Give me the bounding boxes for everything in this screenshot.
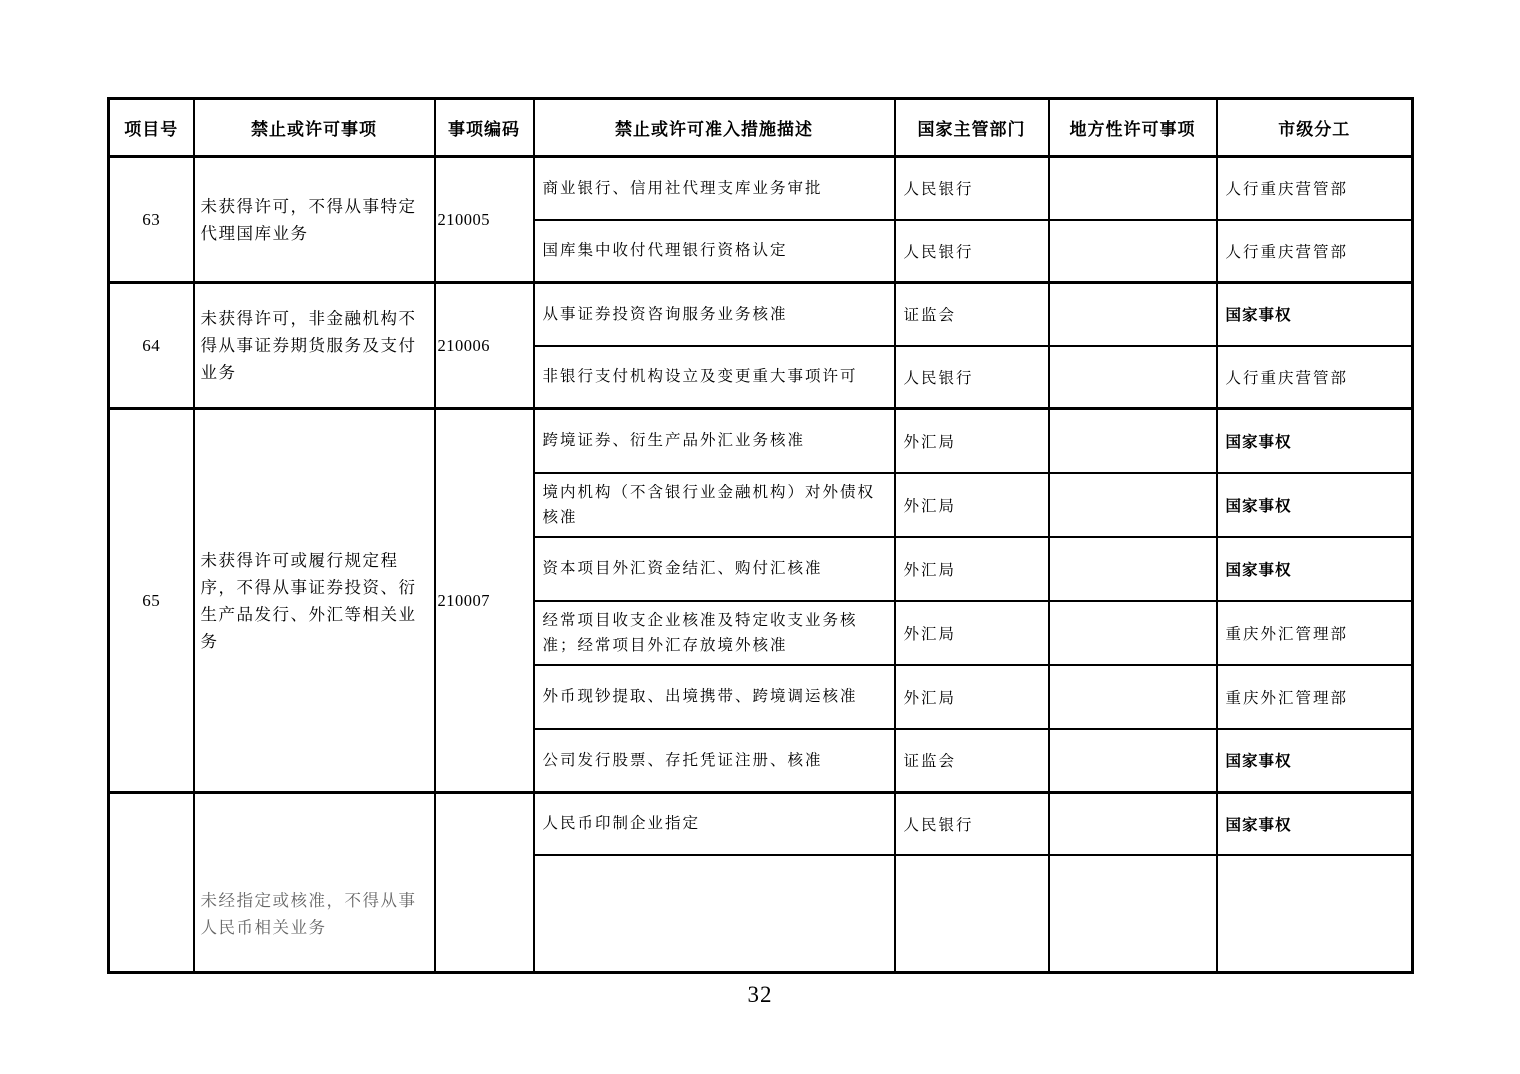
measure-description: 从事证券投资咨询服务业务核准 [534, 283, 895, 346]
city-division: 国家事权 [1217, 793, 1413, 855]
city-division: 国家事权 [1217, 473, 1413, 537]
empty-clipped-cell [895, 855, 1049, 973]
table-clip-region [107, 97, 1411, 937]
clipped-text: 未经指定或核准，不得从事人民币相关业务 [200, 890, 417, 937]
national-authority: 外汇局 [895, 665, 1049, 729]
item-number: 64 [109, 283, 194, 409]
national-authority: 人民银行 [895, 220, 1049, 283]
measure-description: 经常项目收支企业核准及特定收支业务核准；经常项目外汇存放境外核准 [534, 601, 895, 665]
national-authority: 外汇局 [895, 601, 1049, 665]
city-division: 重庆外汇管理部 [1217, 601, 1413, 665]
city-division: 人行重庆营管部 [1217, 220, 1413, 283]
measure-description: 外币现钞提取、出境携带、跨境调运核准 [534, 665, 895, 729]
national-authority: 人民银行 [895, 157, 1049, 220]
column-header: 项目号 [109, 99, 194, 157]
table-header [109, 99, 1413, 157]
local-license-item [1049, 537, 1217, 601]
city-division: 国家事权 [1217, 729, 1413, 793]
national-authority: 外汇局 [895, 537, 1049, 601]
local-license-item [1049, 473, 1217, 537]
item-code: 210005 [435, 157, 534, 283]
item-number: 65 [109, 409, 194, 793]
table-row [109, 409, 1413, 473]
item-matter: 未获得许可，不得从事特定代理国库业务 [194, 157, 435, 283]
measure-description: 公司发行股票、存托凭证注册、核准 [534, 729, 895, 793]
negative-list-table [107, 97, 1414, 974]
local-license-item [1049, 283, 1217, 346]
header-row [109, 99, 1413, 157]
national-authority: 人民银行 [895, 346, 1049, 409]
item-code: 210007 [435, 409, 534, 793]
city-division: 国家事权 [1217, 537, 1413, 601]
item-code: 210006 [435, 283, 534, 409]
empty-clipped-cell [1049, 855, 1217, 973]
column-header: 市级分工 [1217, 99, 1413, 157]
empty-clipped-cell [1217, 855, 1413, 973]
table-row [109, 283, 1413, 346]
item-code [435, 793, 534, 973]
item-number: 63 [109, 157, 194, 283]
national-authority: 外汇局 [895, 409, 1049, 473]
measure-description: 境内机构（不含银行业金融机构）对外债权核准 [534, 473, 895, 537]
item-matter: 未获得许可，非金融机构不得从事证券期货服务及支付业务 [194, 283, 435, 409]
measure-description: 跨境证券、衍生产品外汇业务核准 [534, 409, 895, 473]
local-license-item [1049, 793, 1217, 855]
local-license-item [1049, 220, 1217, 283]
page-number: 32 [747, 982, 773, 1007]
national-authority: 人民银行 [895, 793, 1049, 855]
item-matter-clipped [194, 793, 435, 973]
measure-description: 人民币印制企业指定 [534, 793, 895, 855]
table-row [109, 157, 1413, 220]
column-header: 禁止或许可准入措施描述 [534, 99, 895, 157]
local-license-item [1049, 409, 1217, 473]
column-header: 事项编码 [435, 99, 534, 157]
national-authority: 证监会 [895, 283, 1049, 346]
city-division: 重庆外汇管理部 [1217, 665, 1413, 729]
measure-description: 商业银行、信用社代理支库业务审批 [534, 157, 895, 220]
local-license-item [1049, 665, 1217, 729]
table-row [109, 793, 1413, 855]
city-division: 国家事权 [1217, 283, 1413, 346]
local-license-item [1049, 601, 1217, 665]
item-number [109, 793, 194, 973]
measure-description: 非银行支付机构设立及变更重大事项许可 [534, 346, 895, 409]
local-license-item [1049, 157, 1217, 220]
national-authority: 证监会 [895, 729, 1049, 793]
empty-clipped-cell [534, 855, 895, 973]
national-authority: 外汇局 [895, 473, 1049, 537]
table-body [109, 157, 1413, 973]
city-division: 国家事权 [1217, 409, 1413, 473]
city-division: 人行重庆营管部 [1217, 157, 1413, 220]
column-header: 禁止或许可事项 [194, 99, 435, 157]
item-matter: 未获得许可或履行规定程序，不得从事证券投资、衍生产品发行、外汇等相关业务 [194, 409, 435, 793]
measure-description: 资本项目外汇资金结汇、购付汇核准 [534, 537, 895, 601]
measure-description: 国库集中收付代理银行资格认定 [534, 220, 895, 283]
local-license-item [1049, 346, 1217, 409]
city-division: 人行重庆营管部 [1217, 346, 1413, 409]
column-header: 地方性许可事项 [1049, 99, 1217, 157]
local-license-item [1049, 729, 1217, 793]
column-header: 国家主管部门 [895, 99, 1049, 157]
